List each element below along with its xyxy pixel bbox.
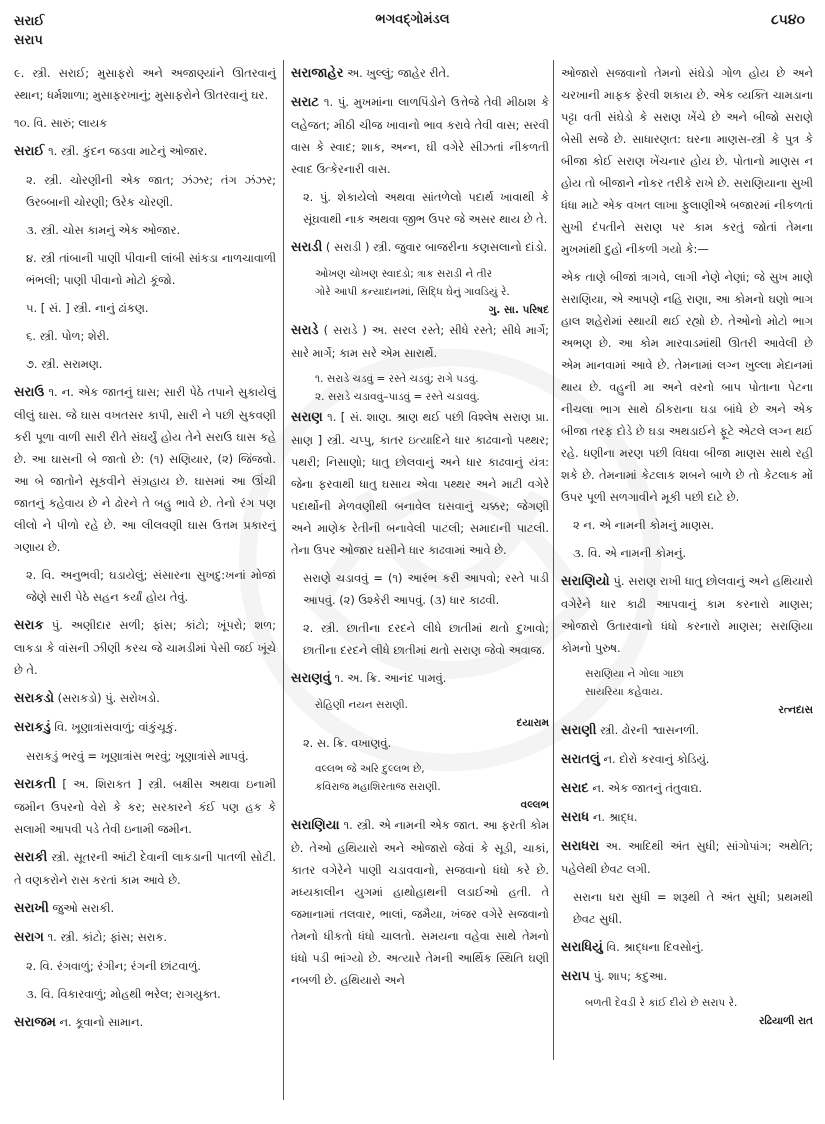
headword: સરાદ xyxy=(561,781,589,796)
entry-sense xyxy=(14,325,276,347)
definition-text: ( સરાડે ) અ. સરલ રસ્તે; સીધે રસ્તે; સીધે માર્ગે; સારે માર્ગે; કામ સરે એમ સારાર્થે. xyxy=(291,323,549,360)
quotation-attribution: ગુ. સા. પરિષદ xyxy=(488,304,549,316)
headword: સરાણી xyxy=(561,723,597,738)
dictionary-entry xyxy=(561,570,813,659)
headword: સરાખી xyxy=(14,901,49,916)
headword: સરાઉ xyxy=(14,385,45,400)
entry-sense xyxy=(14,247,276,291)
entry-sense xyxy=(14,564,276,608)
definition-text: ૨. સ્ત્રી. છાતીના દરદને લીધે છાતીમાં થતો દુખાવો; છાતીના દરદને લીધે છાતીમાં થતો સરાણ જેવો અવાજ. xyxy=(303,621,549,657)
dictionary-entry xyxy=(291,319,549,364)
dictionary-entry xyxy=(14,140,276,163)
definition-text: ૨. પું. શેકાયેલો અથવા સાંતળેલો પદાર્થ ખાવાથી કે સૂંઘવાથી નાક અથવા જીભ ઉપર જે અસર થાય છે તે. xyxy=(303,190,549,226)
definition-text: ૨. વિ. અનુભવી; ઘડાયેલું; સંસારના સુખદુ:ખનાં મોજાં જેણે સારી પેઠે સહન કર્યાં હોય તેવું. xyxy=(26,568,276,604)
entry-sense xyxy=(291,732,549,754)
dictionary-entry xyxy=(14,926,276,949)
definition-text: ૧. સ્ત્રી. કુંદન જડવા માટેનું ઓજાર. xyxy=(48,144,208,158)
quotation-attribution: દયારામ xyxy=(516,717,549,729)
guide-word-first: સરાઈ xyxy=(14,14,45,29)
dictionary-entry xyxy=(561,748,813,771)
definition-text: ૫. [ સં. ] સ્ત્રી. નાનું ઢાંકણ. xyxy=(26,301,149,315)
headword: સરાધરા xyxy=(561,839,600,854)
dictionary-entry xyxy=(14,716,276,739)
definition-text: (સરાકડો) પું. સરોખડો. xyxy=(57,691,160,705)
headword: સરાણવું xyxy=(291,671,331,686)
definition-text: ન. શ્રાદ્ધ. xyxy=(592,810,638,824)
definition-text: પું. શાપ; કદુઆ. xyxy=(593,969,668,983)
quotation-line: સરાણિયા ને ગોલા ગાછા xyxy=(585,668,684,680)
dictionary-entry xyxy=(291,406,549,561)
dictionary-entry xyxy=(561,936,813,959)
column-divider xyxy=(283,60,284,1100)
dictionary-entry xyxy=(14,381,276,558)
definition-text: ૧. ન. એક જાતનું ઘાસ; સારી પેઠે તપાને સુકાયેલું લીલું ઘાસ. જે ઘાસ વખતસર કાપી, સારી ને પછી સુકવણી કરી પૂળા વાળી સારી રીતે સંઘર્યું હોય તેને સરાઉ ઘાસ કહે છે. આ ઘાસની બે જાતો છે: (૧) સણિયાર, (૨) જિંજવો. આ બે જાતોને સૂકવીને સંગ્રહાય છે. ઘાસમાં આ ઊંચી જાતનું કહેવાય છે ને ઢોરને તે બહુ ભાવે છે. તેનો રંગ પણ લીલો ને પીળો રહે છે. આ લીલવણી ઘાસ ઉત્તમ પ્રકારનું ગણાય છે. xyxy=(14,385,276,554)
headword: સરાટ xyxy=(291,95,320,110)
headword: સરાધિયું xyxy=(561,940,603,955)
headword: સરાણિયો xyxy=(561,574,610,589)
entry-sense xyxy=(14,219,276,241)
quotation-line: ઓખણ ચોખણ સ્વાદડો; ત્રાક સરાડી ને તીર xyxy=(315,268,493,280)
quotation-line: વલ્લભ જે અરિ દુલ્લભ છે, xyxy=(315,763,425,775)
dictionary-entry xyxy=(561,719,813,742)
entry-sense xyxy=(14,983,276,1005)
headword: સરાજમ xyxy=(14,1015,56,1030)
entry-sense xyxy=(14,112,276,134)
definition-text: ૧. સ્ત્રી. એ નામની એક જાત. આ ફરતી કોમ છે. તેઓ હથિયારો અને ઓજારો જેવાં કે સૂડી, ચાકાં, કાતર વગેરેને પાણી ચડાવવાનો, સજવાનો ધંધો કરે છે. મધ્યકાલીન યુગમાં હાથોહાથની લડાઈઓ હતી. તે જમાનામાં તલવાર, ભાલાં, જમૈયા, ખંજર વગેરે સજવાનો તેમનો ધીકતો ધંધો ચાલતો. સમયના વહેવા સાથે તેમનો ધંધો પડી ભાંગ્યો છે. અત્યારે તેમની આર્થિક સ્થિતિ ઘણી નબળી છે. હથિયારો અને xyxy=(291,818,549,987)
definition-text: ૭. સ્ત્રી. સરામણ. xyxy=(26,357,103,371)
definition-text: ન. દોરો કરવાનું કોડિયું. xyxy=(603,752,710,766)
headword: સરાકતી xyxy=(14,777,56,792)
dictionary-entry xyxy=(14,846,276,891)
definition-text: ન. એક જાતનું તંતુવાદ્ય. xyxy=(592,781,703,795)
definition-text: અ. આદિથી અંત સુધી; સાંગોપાંગ; અથેતિ; પહેલેથી છેવટ લગી. xyxy=(561,839,813,876)
definition-text: ઓજારો સજવાનો તેમનો સંઘેડો ગોળ હોય છે અને ચરખાની માફક ફેરવી શકાય છે. એક વ્યક્તિ ચામડાના પટ્ટા વતી સંઘેડો કે સરાણ ખેંચે છે અને બીજો સરાણે બેસી સજે છે. સાધારણત: ઘરના માણસ-સ્ત્રી કે પુત્ર કે બીજા કોઈ સરાણ ખેંચનાર હોય છે. પોતાનો માણસ ન હોય તો બીજાને નોકર તરીકે રાખે છે. સરાણિયાના સુખી ધંધા માટે એક વખત લાખા ફુલાણીએ બજારમાં નીકળતાં સુખી દંપતીને સરાણ પર કામ કરતું જોતાં તેમના મુખમાંથી દુહો નીકળી ગયો કે:— xyxy=(561,66,813,256)
entry-sense xyxy=(291,617,549,661)
entry-sense xyxy=(561,542,813,564)
dictionary-entry xyxy=(291,62,549,85)
headword: સરાધ xyxy=(561,810,590,825)
definition-text: સ્ત્રી. ઢોરની શ્વાસનળી. xyxy=(600,723,699,737)
definition-text: ૯. સ્ત્રી. સરાઈ; મુસાફરો અને અજાણ્યાંને ઊતરવાનું સ્થાન; ધર્મશાળા; મુસાફરખાનું; મુસાફરોને ઊતરવાનું ઘર. xyxy=(14,66,276,102)
definition-text: પું. સરાણ રાખી ધાતુ છોલવાનું અને હથિયારો વગેરેને ધાર કાઢી આપવાનું કામ કરનારો માણસ; ઓજારો ઉતારવાનો ધંધો કરનારો માણસ; સરાણિયા કોમનો પુરુષ. xyxy=(561,574,813,655)
column-1 xyxy=(14,62,276,1040)
quotation-line: ૨. સરાડે ચડાવવું–પાડવું = રસ્તે ચડાવવું. xyxy=(315,391,480,403)
headword: સરાજાહેર xyxy=(291,66,344,81)
definition-text: ૧. પું. મુખમાંના લાળપિંડોને ઉત્તેજે તેવી મીઠાશ કે લહેજત; મીઠી ચીજ ખાવાનો ભાવ કરાવે તેવી વાસ; સરવી વાસ કે સ્વાદ; શાક, અન્ન, ઘી વગેરે સીઝતાં નીકળતી સ્વાદ ઉત્કેરનારી વાસ. xyxy=(291,95,549,176)
quotation-line: સાયરિયા કહેવાય. xyxy=(585,686,663,698)
quotation-attribution: રત્નદાસ xyxy=(778,704,813,716)
definition-text: ૪. સ્ત્રી તાંબાની પાણી પીવાની લાંબી સાંકડા નાળચાવાળી ભંભલી; પાણી પીવાનો મોટો કૂંજો. xyxy=(26,251,276,287)
quotation-line: ગોરે આપી કન્યાદાનમાં, સિદ્ધિ ઘેનું ગાવડિયું રે. xyxy=(315,286,510,298)
dictionary-entry xyxy=(14,773,276,840)
dictionary-entry xyxy=(14,687,276,710)
dictionary-entry xyxy=(561,806,813,829)
headword: સરાકડો xyxy=(14,691,55,706)
definition-text: ૧૦. વિ. સારું; લાયક xyxy=(14,116,108,130)
headword: સરાકી xyxy=(14,850,48,865)
dictionary-entry xyxy=(14,897,276,920)
headword: સરાણ xyxy=(291,410,323,425)
guide-word-last: સરાપ xyxy=(14,33,43,48)
definition-text: ૩. વિ. એ નામની કોમનું. xyxy=(573,546,687,560)
entry-sense xyxy=(14,297,276,319)
quotation-line: બળતી દેવડી રે કાંઈ દીયે છે સરાપ રે. xyxy=(585,997,738,1009)
dictionary-entry xyxy=(14,1011,276,1034)
definition-text: પું. અણીદાર સળી; ફાંસ; કાંટો; ખૂંપરો; શળ; લાકડા કે વાંસની ઝીણી કરચ જે ચામડીમાં પેસી જઈ ખૂંચે છે તે. xyxy=(14,618,277,677)
entry-sense xyxy=(14,62,276,106)
definition-text: ૨ ન. એ નામની કોમનું માણસ. xyxy=(573,518,715,532)
definition-text: વિ. શ્રાદ્ધના દિવસોનું. xyxy=(606,940,704,954)
definition-text: એક તાણે બીજાં ત્રાગવે, લાગી નેણે નેણાં; જે સુખ માણે સરાણિયા, એ આપણે નહિ રાણા, આ કોમનો ઘણો ભાગ હાલ શહેરોમાં સ્થાયી થઈ રહ્યો છે. તેઓનો મોટો ભાગ અભણ છે. આ કોમ મારવાડમાંથી ઊતરી આવેલી છે એમ માનવામાં આવે છે. તેમનામાં લગ્ન ખુલ્લા મેદાનમાં થાય છે. વહુની મા અને વરનો બાપ પોતાના પેટના નીચલા ભાગ સાથે ઠીકરાના ઘડા બાંધે છે અને એક બીજા તરફ દોડે છે ઘડા અથડાઈને ફૂટે એટલે લગ્ન થઈ રહે. ધણીના મરણ પછી વિધવા બીજા માણસ સાથે રહી શકે છે. તેમનામાં કેટલાક શબને બાળે છે તો કેટલાક મોં ઉપર પૂળી સળગાવીને મૂકી પછી દાટે છે. xyxy=(561,270,813,504)
headword: સરાઈ xyxy=(14,144,45,159)
entry-sense xyxy=(14,353,276,375)
definition-text: સરાકડું ભરવું = ખૂણાત્રાંસ ભરવું; ખૂણાત્રાંસે માપવું. xyxy=(26,749,249,763)
quotation-attribution: રઢિયાળી રાત xyxy=(758,1015,813,1027)
headword: સરાગ xyxy=(14,930,44,945)
entry-sense xyxy=(14,955,276,977)
quotation-line: ૧. સરાડે ચડવું = રસ્તે ચડવું; રાગે પડવું. xyxy=(315,373,479,385)
dictionary-title: ભગવદ્ગોમંડલ xyxy=(375,12,450,27)
quotation-line: રોહિણી નયન સરાણી. xyxy=(315,699,408,711)
headword: સરાડી xyxy=(291,240,323,255)
dictionary-entry xyxy=(291,667,549,690)
entry-sense xyxy=(561,886,813,930)
headword: સરાપ xyxy=(561,969,590,984)
dictionary-entry xyxy=(14,614,276,681)
dictionary-entry xyxy=(291,91,549,180)
definition-text: ૧. [ સં. શાણ. શ્રાણ થઈ પછી વિશ્લેષ સરાણ પ્રા. સાણ ] સ્ત્રી. ચપ્પુ, કાતર ઇત્યાદિને ધાર કાઢવાનો પથ્થર; પથરી; નિસાણો; ધાતુ છોલવાનું અને ધાર કાઢવાનું યંત્ર: જેના ફરવાથી ધાતુ ઘસાય એવા પથ્થર અને માટી વગેરે પદાર્થોની મેળવણીથી બનાવેલ ઘસવાનું ચક્કર; જેગણી અને માણેક રેતીની બનાવેલી પાટલી; સમાદાની પાટલી. તેના ઉપર ઓજાર ઘસીને ધાર કાઢવામાં આવે છે. xyxy=(291,410,550,557)
definition-text: ( સરાડી ) સ્ત્રી. જુવાર બાજરીના કણસલાનો દાંડો. xyxy=(325,240,548,254)
definition-text: જુઓ સરાકી. xyxy=(52,901,115,915)
entry-sense xyxy=(561,514,813,536)
headword: સરાકડું xyxy=(14,720,51,735)
dictionary-entry xyxy=(561,965,813,988)
column-2 xyxy=(291,62,549,997)
dictionary-entry xyxy=(291,814,549,991)
definition-text: ૨. સ્ત્રી. ચોરણીની એક જાત; ઝંઝર; તંગ ઝંઝર; ઉરબ્બાની ચોરણી; ઉરેક ચોરણી. xyxy=(26,173,276,209)
definition-text: ૨. સ. ક્રિ. વખાણવું. xyxy=(303,736,392,750)
definition-text: સરાના ધરા સુધી = શરૂથી તે અંત સુધી; પ્રથમથી છેવટ સુધી. xyxy=(573,890,813,926)
column-divider xyxy=(553,60,554,1060)
definition-text: વિ. ખૂણાત્રાંસવાળું; વાંકુંચૂકું. xyxy=(54,720,178,734)
definition-text: ન. કૂવાનો સામાન. xyxy=(59,1015,144,1029)
definition-text: ૧. સ્ત્રી. કાંટો; ફાંસ; સરાક. xyxy=(47,930,168,944)
entry-sense xyxy=(14,745,276,767)
definition-text: અ. ખુલ્લું; જાહેર રીતે. xyxy=(347,66,450,80)
definition-text: ૧. અ. ક્રિ. આનંદ પામવું. xyxy=(334,671,447,685)
dictionary-entry xyxy=(561,835,813,880)
headword: સરાતલું xyxy=(561,752,600,767)
quotation-attribution: વલ્લભ xyxy=(520,799,549,811)
dictionary-entry xyxy=(291,236,549,259)
quotation-line: કવિરાજ મહાશિરતાજ સરાણી. xyxy=(315,781,441,793)
entry-sense xyxy=(291,567,549,611)
headword: સરાડે xyxy=(291,323,319,338)
page-header xyxy=(0,8,825,56)
dictionary-entry xyxy=(561,777,813,800)
headword: સરાણિયા xyxy=(291,818,340,833)
column-3 xyxy=(561,62,813,1030)
definition-text: [ અ. શિરાકત ] સ્ત્રી. બક્ષીસ અથવા ઇનામી જમીન ઉપરનો વેરો કે કર; સરકારને કંઈ પણ હક કે સલામી આપવી પડે તેવી ઇનામી જમીન. xyxy=(14,777,276,836)
definition-text: ૨. વિ. રંગવાળું; રંગીન; રંગની છાંટવાળું. xyxy=(26,959,201,973)
definition-text: ૬. સ્ત્રી. પોળ; શેરી. xyxy=(26,329,110,343)
definition-text: ૩. વિ. વિકારવાળું; મોહથી ભરેલ; રાગયુક્ત. xyxy=(26,987,221,1001)
definition-text: સ્ત્રી. સૂતરની આંટી દેવાની લાકડાની પાતળી સોટી. તે વણકરોને રાસ કરતાં કામ આવે છે. xyxy=(14,850,276,887)
page-number: ૮૫૪૦ xyxy=(770,12,805,28)
headword: સરાક xyxy=(14,618,44,633)
definition-text: ૩. સ્ત્રી. ચોસ કામનું એક ઓજાર. xyxy=(26,223,181,237)
entry-sense xyxy=(561,62,813,260)
entry-sense xyxy=(14,169,276,213)
entry-sense xyxy=(561,266,813,508)
definition-text: સરાણે ચડાવવું = (૧) આરંભ કરી આપવો; રસ્તે પાડી આપવું. (૨) ઉશ્કેરી આપવું. (૩) ધાર કાઢવી. xyxy=(303,571,549,607)
entry-sense xyxy=(291,186,549,230)
